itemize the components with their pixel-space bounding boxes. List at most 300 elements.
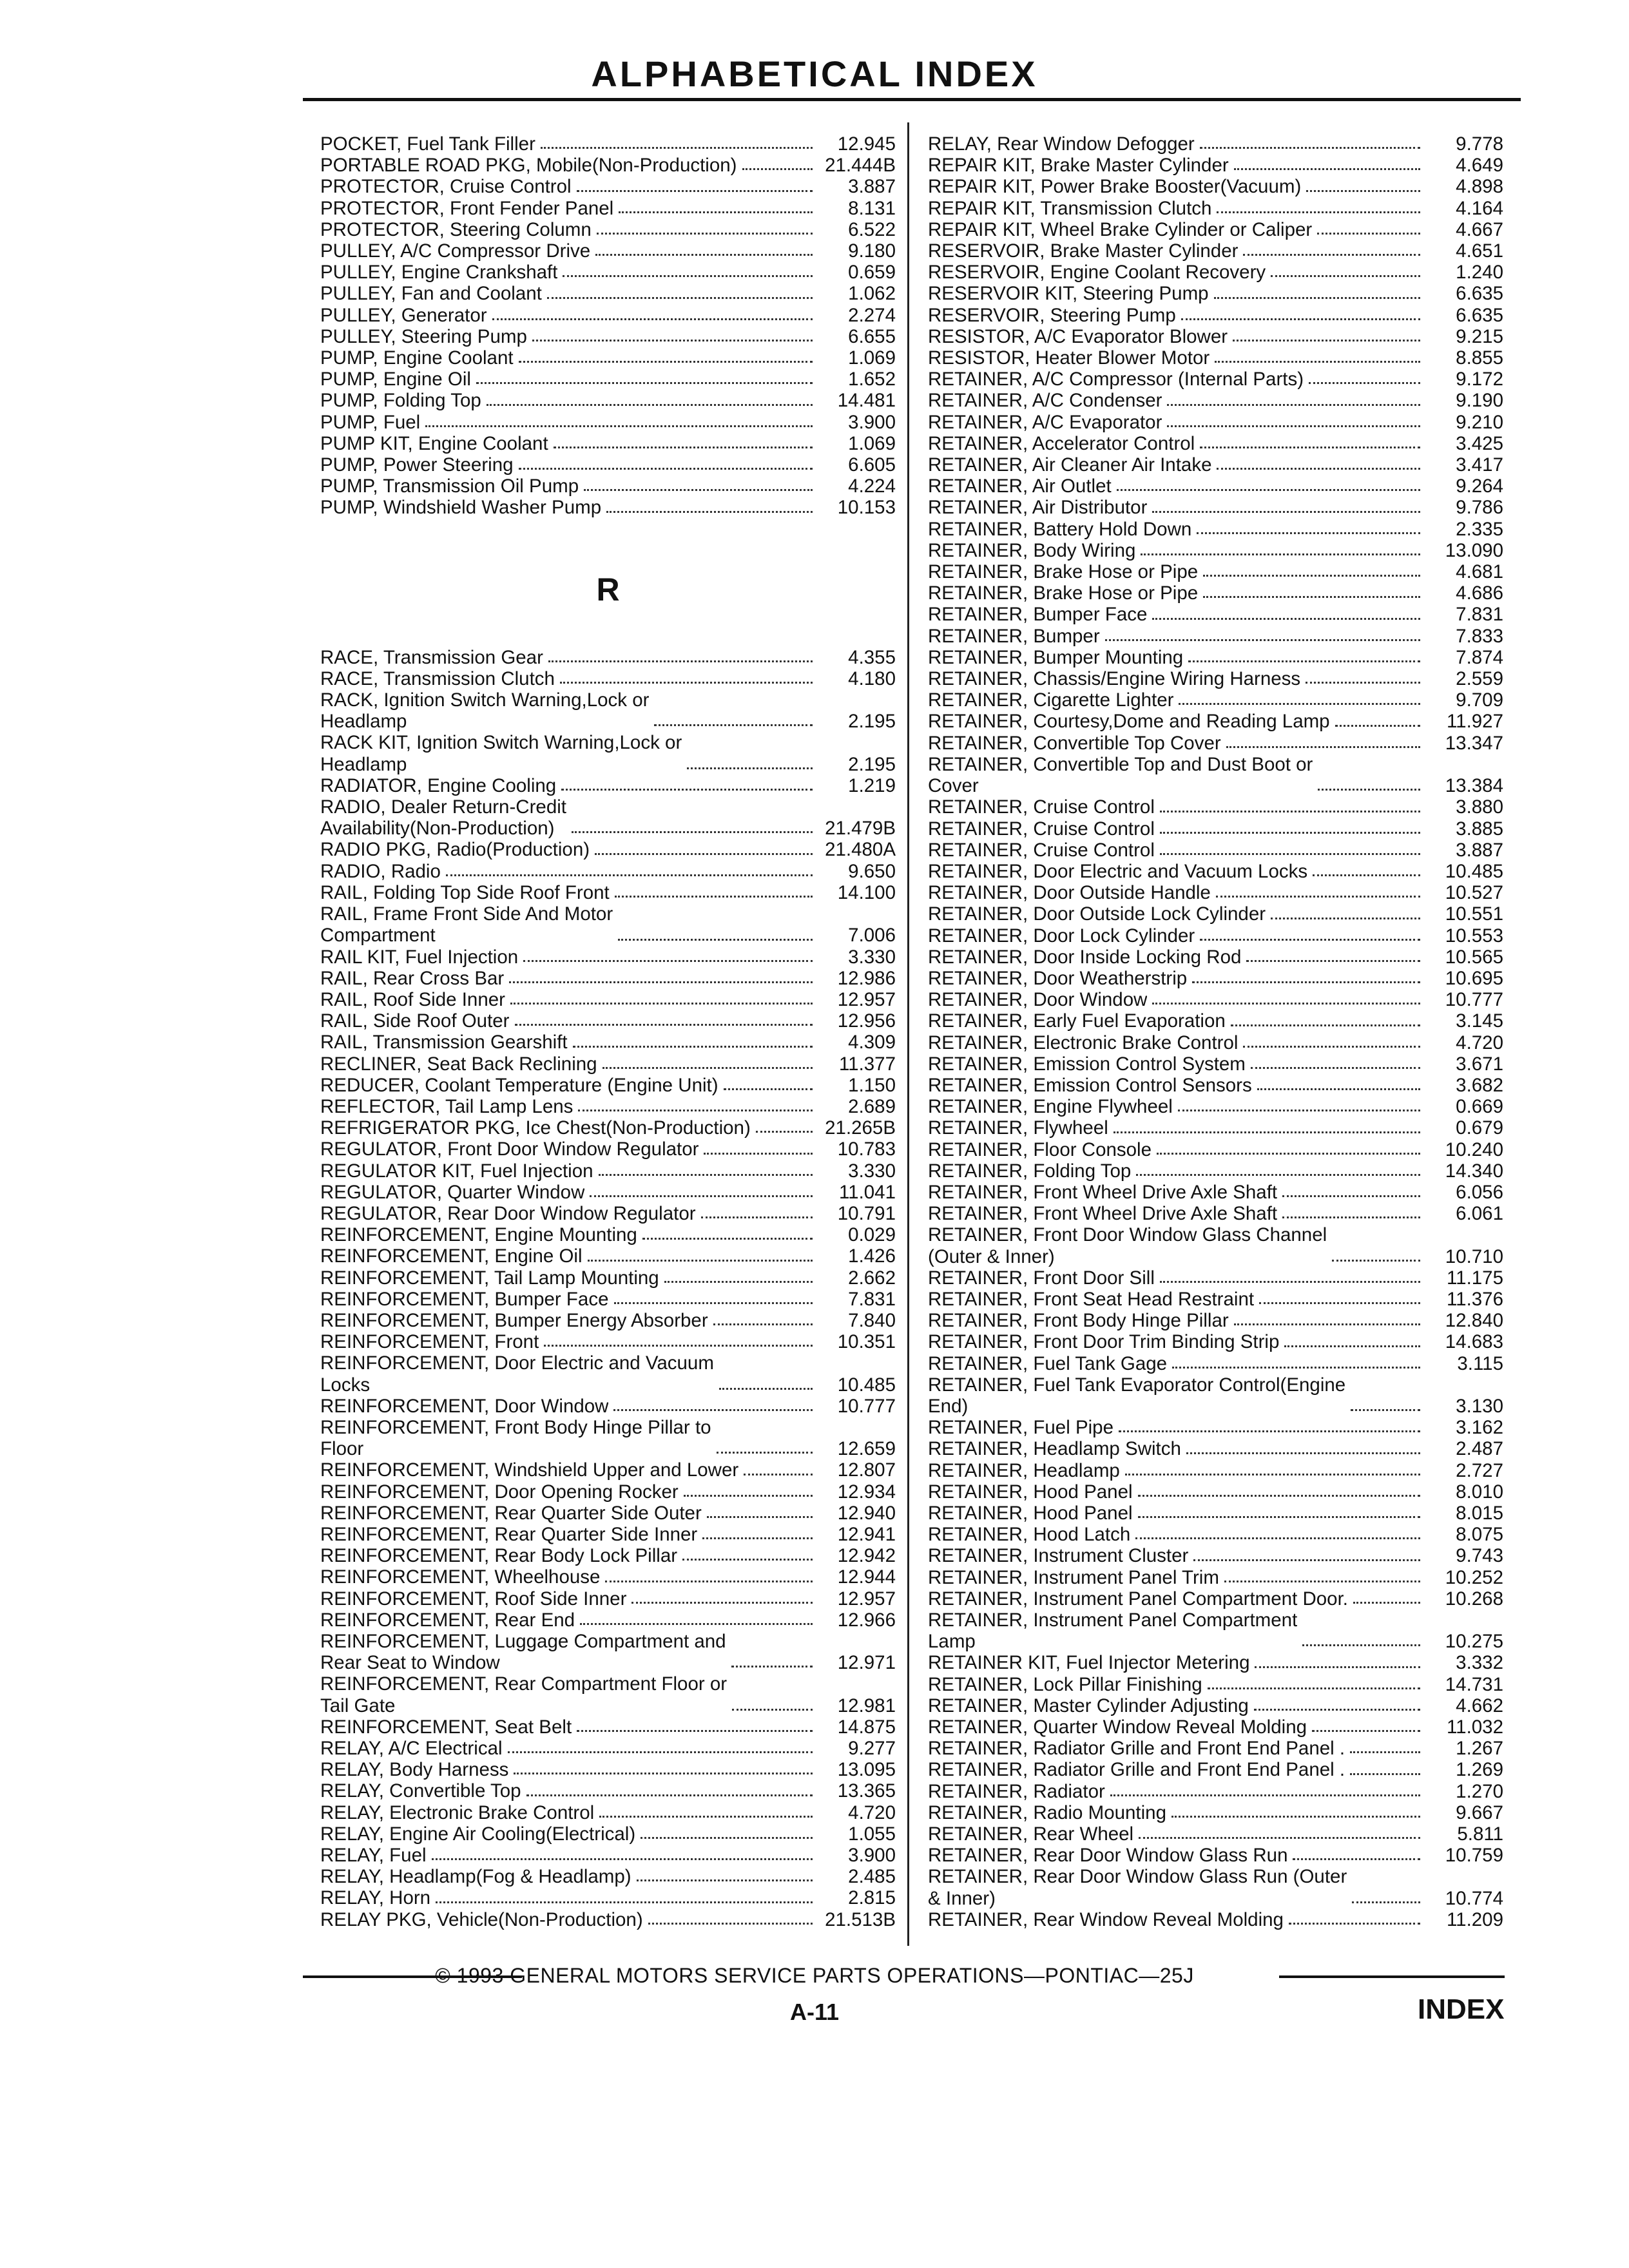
dot-leader	[602, 1067, 813, 1069]
index-entry	[320, 668, 896, 689]
entry-reference: 21.480A	[825, 839, 896, 861]
dot-leader	[1353, 1602, 1420, 1604]
entry-name: RETAINER, Radiator	[928, 1780, 1105, 1802]
entry-name: RELAY, Convertible Top	[320, 1780, 521, 1802]
dot-leader	[701, 1216, 813, 1218]
entry-name: RELAY, Electronic Brake Control	[320, 1802, 595, 1823]
entry-reference: 4.164	[1456, 197, 1503, 219]
index-entry	[320, 839, 896, 860]
dot-leader	[492, 318, 813, 320]
dot-leader	[561, 789, 813, 791]
index-entry	[928, 1545, 1503, 1566]
dot-leader	[713, 1323, 813, 1325]
entry-name: RESISTOR, Heater Blower Motor	[928, 347, 1210, 369]
entry-reference: 3.671	[1456, 1053, 1503, 1075]
entry-name: REPAIR KIT, Wheel Brake Cylinder or Caliper	[928, 218, 1313, 240]
dot-leader	[577, 1730, 813, 1732]
entry-reference: 14.683	[1445, 1331, 1503, 1353]
entry-reference: 13.095	[837, 1759, 896, 1781]
entry-reference: 12.945	[837, 133, 896, 155]
dot-leader	[1351, 1409, 1420, 1411]
index-entry	[928, 1289, 1503, 1310]
entry-name: RETAINER, Front Door Sill	[928, 1267, 1155, 1289]
entry-reference: 10.710	[1445, 1245, 1503, 1267]
entry-name: RETAINER, A/C Condenser	[928, 390, 1162, 412]
dot-leader	[1141, 553, 1420, 555]
entry-reference: 12.956	[837, 1010, 896, 1032]
entry-name: RETAINER, Rear Door Window Glass Run	[928, 1845, 1288, 1867]
dot-leader	[615, 896, 813, 898]
entry-name: RETAINER, Air Distributor	[928, 497, 1148, 519]
dot-leader	[1246, 960, 1420, 962]
index-entry	[928, 1460, 1503, 1481]
entry-name: RAIL, Rear Cross Bar	[320, 967, 505, 989]
index-entry	[320, 433, 896, 454]
entry-name: RAIL, Side Roof Outer	[320, 1010, 510, 1032]
entry-reference: 10.485	[1445, 860, 1503, 882]
index-entry	[928, 262, 1503, 283]
entry-reference: 11.927	[1446, 711, 1503, 733]
dot-leader	[719, 1388, 813, 1390]
index-entry	[320, 1459, 896, 1481]
entry-reference: 9.709	[1456, 689, 1503, 711]
entry-reference: 12.981	[837, 1695, 896, 1716]
index-entry	[928, 240, 1503, 262]
entry-name: RELAY, Body Harness	[320, 1759, 509, 1781]
entry-name: RETAINER, Brake Hose or Pipe	[928, 561, 1199, 583]
index-entry	[928, 989, 1503, 1010]
dot-leader	[515, 1024, 813, 1026]
index-entry	[928, 1160, 1503, 1182]
index-entry	[928, 903, 1503, 925]
dot-leader	[487, 404, 813, 406]
dot-leader	[1193, 1559, 1420, 1561]
index-entry	[928, 861, 1503, 882]
entry-reference: 6.522	[848, 218, 896, 240]
index-entry	[928, 947, 1503, 968]
index-entry	[928, 1588, 1503, 1610]
entry-reference: 21.479B	[825, 818, 896, 840]
entry-reference: 13.365	[837, 1780, 896, 1802]
entry-reference: 7.874	[1456, 646, 1503, 668]
dot-leader	[1231, 1024, 1420, 1026]
entry-name: RETAINER, Instrument Panel Compartment Lamp	[928, 1610, 1298, 1653]
entry-reference: 7.831	[1456, 604, 1503, 626]
dot-leader	[1271, 275, 1420, 277]
entry-reference: 12.957	[837, 988, 896, 1010]
entry-name: RETAINER, Door Weatherstrip	[928, 967, 1188, 989]
index-entry	[928, 1695, 1503, 1716]
index-entry	[928, 433, 1503, 454]
entry-reference: 1.219	[848, 774, 896, 796]
entry-reference: 13.384	[1445, 775, 1503, 797]
index-entry	[928, 1866, 1503, 1908]
dot-leader	[1203, 596, 1420, 598]
index-entry	[320, 390, 896, 411]
dot-leader	[1138, 1516, 1420, 1518]
entry-reference: 1.069	[848, 432, 896, 454]
entry-name: RELAY, A/C Electrical	[320, 1738, 503, 1760]
dot-leader	[514, 1773, 813, 1774]
index-entry	[320, 796, 896, 839]
entry-name: REINFORCEMENT, Rear Quarter Side Inner	[320, 1523, 698, 1545]
dot-leader	[1110, 1794, 1420, 1796]
dot-leader	[1234, 1323, 1420, 1325]
index-entry	[928, 1909, 1503, 1930]
title-rule	[303, 98, 1521, 101]
dot-leader	[1214, 297, 1420, 299]
index-entry	[928, 305, 1503, 326]
index-entry	[928, 925, 1503, 947]
dot-leader	[446, 874, 813, 876]
dot-leader	[1312, 1730, 1420, 1732]
entry-reference: 6.061	[1456, 1203, 1503, 1225]
entry-reference: 1.270	[1456, 1780, 1503, 1802]
entry-name: RAIL, Transmission Gearshift	[320, 1032, 568, 1053]
entry-reference: 9.264	[1456, 476, 1503, 497]
entry-name: RETAINER, Master Cylinder Adjusting	[928, 1695, 1249, 1716]
index-entry	[928, 155, 1503, 176]
entry-name: PORTABLE ROAD PKG, Mobile(Non-Production)	[320, 155, 737, 177]
section-letter-heading: R	[596, 571, 620, 608]
dot-leader	[519, 361, 813, 363]
entry-reference: 9.786	[1456, 497, 1503, 519]
entry-name: REINFORCEMENT, Engine Oil	[320, 1245, 583, 1267]
entry-reference: 2.195	[848, 711, 896, 733]
dot-leader	[1125, 1474, 1420, 1475]
entry-reference: 4.309	[848, 1032, 896, 1053]
dot-leader	[619, 211, 813, 213]
entry-name: RELAY, Engine Air Cooling(Electrical)	[320, 1823, 636, 1845]
index-entry	[928, 519, 1503, 540]
dot-leader	[1289, 1923, 1420, 1925]
index-entry	[928, 412, 1503, 433]
dot-leader	[613, 1409, 813, 1411]
index-entry	[320, 647, 896, 668]
entry-reference: 10.774	[1445, 1887, 1503, 1909]
entry-name: REPAIR KIT, Brake Master Cylinder	[928, 155, 1229, 177]
index-entry	[320, 1075, 896, 1096]
entry-reference: 0.659	[848, 262, 896, 284]
dot-leader	[572, 831, 813, 833]
entry-reference: 1.267	[1456, 1738, 1503, 1760]
dot-leader	[595, 254, 813, 256]
index-entry	[928, 582, 1503, 604]
entry-name: REINFORCEMENT, Rear Compartment Floor or Tail Gate	[320, 1673, 728, 1716]
entry-reference: 3.900	[848, 1845, 896, 1867]
index-entry	[320, 1352, 896, 1395]
entry-reference: 8.855	[1456, 347, 1503, 369]
index-entry	[320, 1053, 896, 1075]
index-entry	[928, 1353, 1503, 1374]
dot-leader	[1160, 853, 1420, 855]
entry-name: RETAINER, Hood Panel	[928, 1481, 1133, 1503]
entry-name: RESERVOIR, Steering Pump	[928, 304, 1176, 326]
index-entry	[320, 198, 896, 219]
entry-name: RECLINER, Seat Back Reclining	[320, 1053, 597, 1075]
dot-leader	[432, 1858, 813, 1860]
index-entry	[320, 1139, 896, 1160]
entry-name: REINFORCEMENT, Rear End	[320, 1609, 575, 1631]
index-entry	[928, 1374, 1503, 1417]
index-entry	[320, 176, 896, 197]
entry-reference: 4.667	[1456, 218, 1503, 240]
dot-leader	[547, 297, 813, 299]
dot-leader	[682, 1559, 813, 1561]
entry-reference: 6.655	[848, 325, 896, 347]
dot-leader	[1139, 1837, 1420, 1839]
index-entry	[928, 1716, 1503, 1738]
entry-name: RETAINER, Radio Mounting	[928, 1802, 1166, 1823]
entry-name: RETAINER, Door Inside Locking Rod	[928, 946, 1242, 968]
index-entry	[320, 412, 896, 433]
dot-leader	[1259, 1302, 1420, 1304]
entry-reference: 14.340	[1445, 1160, 1503, 1182]
index-entry	[320, 1566, 896, 1588]
entry-reference: 2.274	[848, 304, 896, 326]
index-entry	[320, 497, 896, 518]
entry-name: RETAINER, Convertible Top and Dust Boot or Cover	[928, 753, 1313, 797]
entry-reference: 1.426	[848, 1245, 896, 1267]
entry-reference: 1.150	[848, 1074, 896, 1096]
index-column-left	[320, 133, 896, 1930]
entry-reference: 12.840	[1445, 1310, 1503, 1332]
index-entry	[320, 1545, 896, 1566]
entry-name: RETAINER, Bumper Face	[928, 604, 1148, 626]
entry-reference: 21.444B	[825, 155, 896, 177]
index-entry	[320, 155, 896, 176]
entry-name: RELAY PKG, Vehicle(Non-Production)	[320, 1908, 643, 1930]
entry-name: RACE, Transmission Clutch	[320, 668, 555, 689]
entry-name: RELAY, Rear Window Defogger	[928, 133, 1195, 155]
entry-name: PROTECTOR, Steering Column	[320, 218, 592, 240]
dot-leader	[1335, 725, 1420, 727]
entry-reference: 11.377	[838, 1053, 896, 1075]
entry-reference: 3.330	[848, 1160, 896, 1182]
dot-leader	[526, 1794, 813, 1796]
entry-name: RETAINER, Door Window	[928, 989, 1148, 1011]
index-entry	[928, 647, 1503, 668]
entry-name: RACK KIT, Ignition Switch Warning,Lock or Headlamp	[320, 732, 682, 775]
entry-reference: 8.015	[1456, 1503, 1503, 1524]
dot-leader	[687, 767, 813, 769]
dot-leader	[590, 1195, 813, 1197]
index-entry	[320, 347, 896, 369]
entry-reference: 7.006	[848, 925, 896, 947]
dot-leader	[1217, 468, 1420, 470]
entry-name: REGULATOR, Rear Door Window Regulator	[320, 1202, 696, 1224]
dot-leader	[1302, 1644, 1420, 1646]
entry-reference: 7.831	[848, 1288, 896, 1310]
entry-name: RELAY, Headlamp(Fog & Headlamp)	[320, 1866, 631, 1888]
entry-reference: 7.833	[1456, 625, 1503, 647]
dot-leader	[588, 1260, 813, 1262]
index-entry	[928, 390, 1503, 411]
entry-reference: 2.559	[1456, 668, 1503, 690]
index-entry	[928, 1759, 1503, 1780]
entry-name: RADIATOR, Engine Cooling	[320, 774, 557, 796]
entry-reference: 3.887	[1456, 839, 1503, 861]
index-entry	[928, 326, 1503, 347]
entry-reference: 3.425	[1456, 432, 1503, 454]
entry-name: RETAINER, A/C Compressor (Internal Parts)	[928, 369, 1304, 390]
entry-reference: 10.240	[1445, 1139, 1503, 1160]
index-entry	[320, 1524, 896, 1545]
index-entry	[320, 1481, 896, 1503]
entry-name: PUMP, Windshield Washer Pump	[320, 497, 602, 519]
entry-name: PULLEY, Steering Pump	[320, 325, 527, 347]
dot-leader	[1138, 1495, 1420, 1497]
index-entry	[928, 796, 1503, 818]
entry-reference: 8.131	[848, 197, 896, 219]
index-entry	[928, 1567, 1503, 1588]
index-entry	[320, 882, 896, 903]
entry-name: RETAINER, Battery Hold Down	[928, 518, 1192, 540]
entry-reference: 4.649	[1456, 155, 1503, 177]
index-entry	[928, 1182, 1503, 1203]
entry-name: RETAINER, Rear Wheel	[928, 1823, 1134, 1845]
dot-leader	[684, 1495, 813, 1497]
index-entry	[320, 305, 896, 326]
index-entry	[320, 1224, 896, 1245]
entry-name: REPAIR KIT, Power Brake Booster(Vacuum)	[928, 176, 1302, 198]
dot-leader	[731, 1666, 813, 1667]
index-entry	[320, 1673, 896, 1716]
entry-name: RETAINER, Convertible Top Cover	[928, 732, 1221, 754]
entry-reference: 10.695	[1445, 967, 1503, 989]
entry-reference: 11.032	[1446, 1716, 1503, 1738]
entry-reference: 11.209	[1446, 1908, 1503, 1930]
index-entry	[320, 240, 896, 262]
entry-name: RETAINER, Door Lock Cylinder	[928, 925, 1195, 947]
entry-reference: 9.667	[1456, 1802, 1503, 1823]
entry-reference: 12.659	[837, 1438, 896, 1460]
index-entry	[928, 1481, 1503, 1503]
index-entry	[928, 1267, 1503, 1289]
index-entry	[928, 1117, 1503, 1139]
entry-reference: 12.940	[837, 1502, 896, 1524]
dot-leader	[544, 1345, 813, 1347]
index-entry	[320, 989, 896, 1010]
entry-reference: 4.720	[1456, 1032, 1503, 1053]
entry-name: PUMP, Transmission Oil Pump	[320, 476, 579, 497]
dot-leader	[476, 382, 813, 384]
index-entry	[928, 1096, 1503, 1117]
entry-reference: 3.880	[1456, 796, 1503, 818]
entry-name: RADIO, Dealer Return-Credit Availability(Non-Production)	[320, 796, 566, 840]
entry-name: REINFORCEMENT, Door Electric and Vacuum Locks	[320, 1352, 714, 1396]
dot-leader	[1203, 575, 1420, 577]
entry-name: REINFORCEMENT, Windshield Upper and Lower	[320, 1459, 739, 1481]
index-entry	[320, 903, 896, 946]
entry-name: PUMP, Engine Coolant	[320, 347, 514, 369]
index-entry	[928, 1802, 1503, 1823]
dot-leader	[1188, 660, 1420, 662]
entry-name: RACK, Ignition Switch Warning,Lock or Headlamp	[320, 689, 650, 733]
index-column-right	[928, 133, 1503, 1930]
dot-leader	[1135, 1537, 1420, 1539]
index-entry	[928, 689, 1503, 711]
dot-leader	[1350, 1751, 1420, 1753]
dot-leader	[641, 1837, 813, 1839]
entry-name: REGULATOR, Front Door Window Regulator	[320, 1139, 699, 1160]
dot-leader	[756, 1131, 813, 1133]
dot-leader	[1160, 832, 1420, 834]
entry-name: RELAY, Fuel	[320, 1845, 427, 1867]
entry-name: RETAINER, Door Outside Lock Cylinder	[928, 903, 1266, 925]
dot-leader	[597, 233, 813, 235]
dot-leader	[508, 1751, 813, 1753]
index-entry	[320, 283, 896, 304]
dot-leader	[1152, 1003, 1420, 1004]
dot-leader	[707, 1516, 813, 1518]
entry-reference: 3.332	[1456, 1652, 1503, 1674]
index-entry	[320, 1845, 896, 1866]
entry-name: POCKET, Fuel Tank Filler	[320, 133, 535, 155]
entry-reference: 10.553	[1445, 925, 1503, 947]
dot-leader	[614, 1302, 813, 1304]
index-entry	[320, 1738, 896, 1759]
entry-name: REDUCER, Coolant Temperature (Engine Unit)	[320, 1074, 718, 1096]
entry-name: RETAINER, Front Door Window Glass Channel (Outer & Inner)	[928, 1224, 1327, 1267]
entry-name: RETAINER, Headlamp	[928, 1459, 1120, 1481]
page-number: A-11	[789, 1999, 840, 2025]
index-entry	[320, 1780, 896, 1802]
entry-reference: 7.840	[848, 1309, 896, 1331]
entry-name: RETAINER, Chassis/Engine Wiring Harness	[928, 668, 1301, 690]
entry-name: RETAINER, Front Seat Head Restraint	[928, 1288, 1255, 1310]
index-entry	[320, 1716, 896, 1738]
entry-reference: 9.180	[848, 240, 896, 262]
dot-leader	[1178, 1110, 1420, 1111]
entry-name: RETAINER, Front Wheel Drive Axle Shaft	[928, 1203, 1278, 1225]
entry-reference: 8.075	[1456, 1524, 1503, 1546]
entry-name: PULLEY, A/C Compressor Drive	[320, 240, 591, 262]
entry-reference: 11.175	[1446, 1267, 1503, 1289]
entry-reference: 12.944	[837, 1566, 896, 1588]
index-entry	[320, 1610, 896, 1631]
dot-leader	[704, 1153, 813, 1155]
entry-reference: 10.759	[1445, 1845, 1503, 1867]
section-label: INDEX	[1418, 1994, 1505, 2025]
index-entry	[928, 818, 1503, 840]
dot-leader	[1215, 361, 1420, 363]
dot-leader	[1251, 1067, 1420, 1069]
dot-leader	[580, 1623, 813, 1625]
entry-reference: 3.115	[1457, 1352, 1503, 1374]
index-entry	[928, 1010, 1503, 1032]
entry-name: REGULATOR KIT, Fuel Injection	[320, 1160, 593, 1182]
entry-reference: 2.689	[848, 1095, 896, 1117]
entry-name: REINFORCEMENT, Engine Mounting	[320, 1224, 637, 1246]
entry-reference: 1.069	[848, 347, 896, 369]
index-entry	[320, 1759, 896, 1780]
dot-leader	[1271, 918, 1420, 919]
entry-reference: 10.252	[1445, 1566, 1503, 1588]
dot-leader	[637, 1879, 813, 1881]
index-entry	[320, 262, 896, 283]
entry-name: REINFORCEMENT, Tail Lamp Mounting	[320, 1267, 659, 1289]
entry-reference: 4.355	[848, 646, 896, 668]
index-entry	[320, 219, 896, 240]
entry-reference: 9.743	[1456, 1545, 1503, 1567]
entry-name: RETAINER, Radiator Grille and Front End Panel .	[928, 1738, 1345, 1760]
dot-leader	[560, 682, 813, 684]
index-entry	[320, 1289, 896, 1310]
index-entry	[928, 733, 1503, 754]
index-entry	[320, 454, 896, 476]
entry-name: RETAINER, Accelerator Control	[928, 432, 1195, 454]
